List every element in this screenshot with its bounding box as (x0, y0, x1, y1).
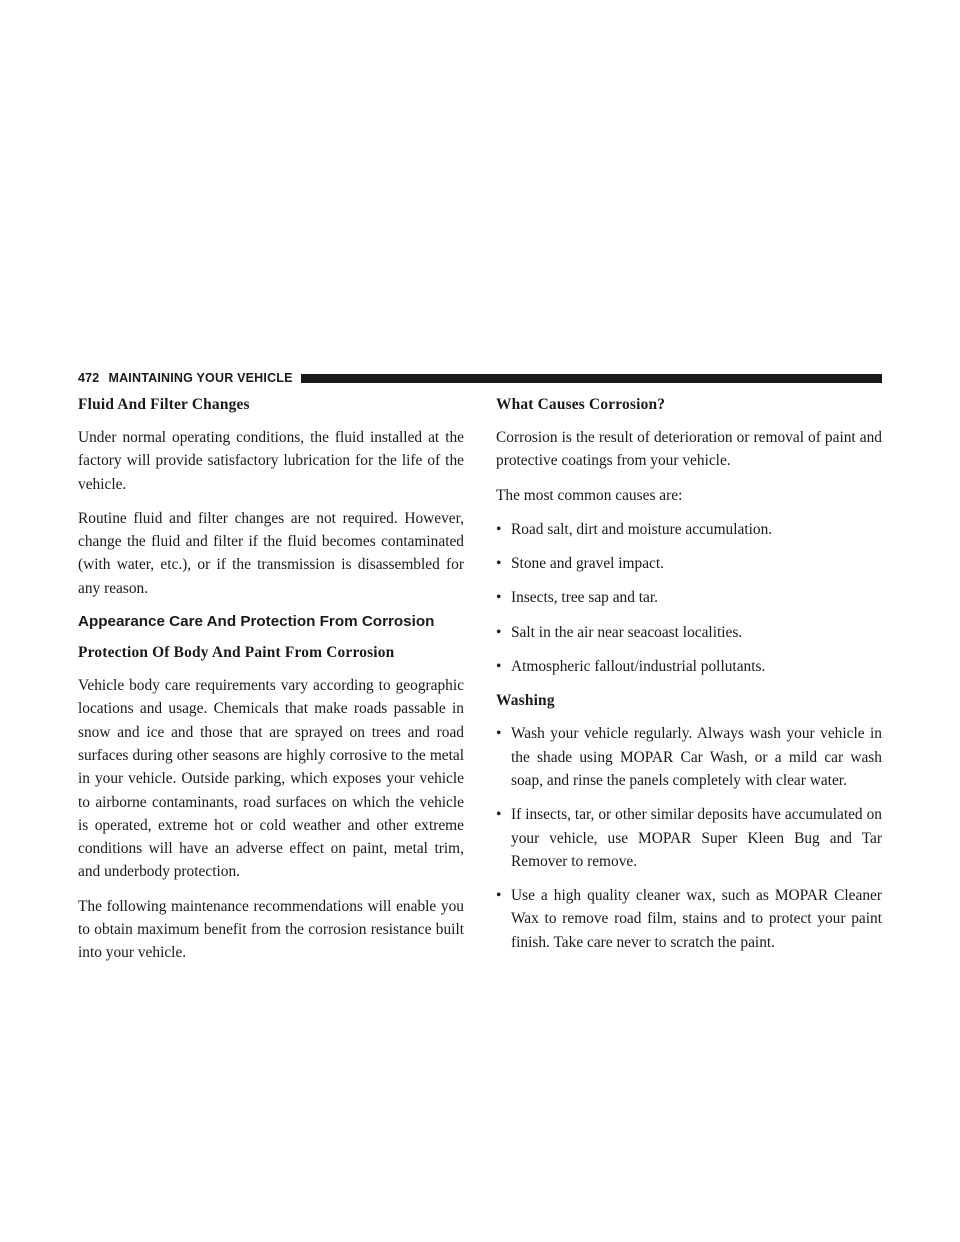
causes-paragraph-2: The most common causes are: (496, 486, 683, 504)
washing-list (496, 722, 882, 954)
bullet-icon: • (496, 725, 502, 743)
header-rule (301, 374, 882, 383)
left-column (78, 393, 464, 976)
fluid-paragraph-2: Routine fluid and filter changes are not required. However, change the fluid and filter if the fluid becomes contaminated (with water, etc.), or if the transmission is disassembled for any reason. (78, 509, 464, 597)
list-item (496, 621, 882, 644)
bullet-icon: • (496, 520, 502, 538)
corrosion-causes-heading: What Causes Corrosion? (496, 396, 666, 413)
list-item (496, 552, 882, 575)
list-item (496, 586, 882, 609)
page-header (78, 370, 882, 386)
list-item-text: Use a high quality cleaner wax, such as MOPAR Cleaner Wax to remove road film, stains and to protect your paint finish. Take care never to scratch the paint. (511, 887, 882, 951)
list-item (496, 722, 882, 792)
right-column (496, 393, 882, 965)
causes-paragraph-1: Corrosion is the result of deterioration or removal of paint and protective coatings from your vehicle. (496, 429, 882, 470)
protection-heading: Protection Of Body And Paint From Corrosion (78, 644, 395, 662)
list-item-text: Salt in the air near seacoast localities. (511, 623, 743, 641)
list-item (496, 518, 882, 541)
bullet-icon: • (496, 555, 502, 573)
list-item-text: Stone and gravel impact. (511, 555, 665, 573)
list-item-text: Road salt, dirt and moisture accumulation. (511, 520, 773, 538)
bullet-icon: • (496, 658, 502, 676)
list-item (496, 884, 882, 954)
bullet-icon: • (496, 887, 502, 905)
bullet-icon: • (496, 623, 502, 641)
list-item (496, 655, 882, 678)
section-title: MAINTAINING YOUR VEHICLE (108, 371, 293, 385)
list-item-text: Wash your vehicle regularly. Always wash your vehicle in the shade using MOPAR Car Wash, or a mild car wash soap, and rinse the panels completely with clear water. (511, 725, 882, 789)
list-item (496, 803, 882, 873)
bullet-icon: • (496, 589, 502, 607)
page-number: 472 (78, 371, 100, 385)
list-item-text: Insects, tree sap and tar. (511, 589, 659, 607)
list-item-text: Atmospheric fallout/industrial pollutants. (511, 658, 766, 676)
protection-paragraph-1: Vehicle body care requirements vary according to geographic locations and usage. Chemicals that make roads passable in snow and ice and those that are sprayed on trees and road surfaces during other seasons are highly corrosive to the metal in your vehicle. Outside parking, which exposes your vehicle to airborne contaminants, road surfaces on which the vehicle is operated, extreme hot or cold weather and other extreme conditions will have an adverse effect on paint, metal trim, and underbody protection. (78, 677, 464, 881)
causes-list (496, 518, 882, 678)
bullet-icon: • (496, 806, 502, 824)
protection-paragraph-2: The following maintenance recommendations will enable you to obtain maximum benefit from the corrosion resistance built into your vehicle. (78, 897, 464, 962)
fluid-filter-heading: Fluid And Filter Changes (78, 396, 250, 413)
list-item-text: If insects, tar, or other similar deposits have accumulated on your vehicle, use MOPAR Super Kleen Bug and Tar Remover to remove. (511, 806, 882, 870)
fluid-paragraph-1: Under normal operating conditions, the fluid installed at the factory will provide satisfactory lubrication for the life of the vehicle. (78, 429, 464, 493)
appearance-care-heading: Appearance Care And Protection From Corrosion (78, 613, 435, 631)
washing-heading: Washing (496, 692, 555, 710)
